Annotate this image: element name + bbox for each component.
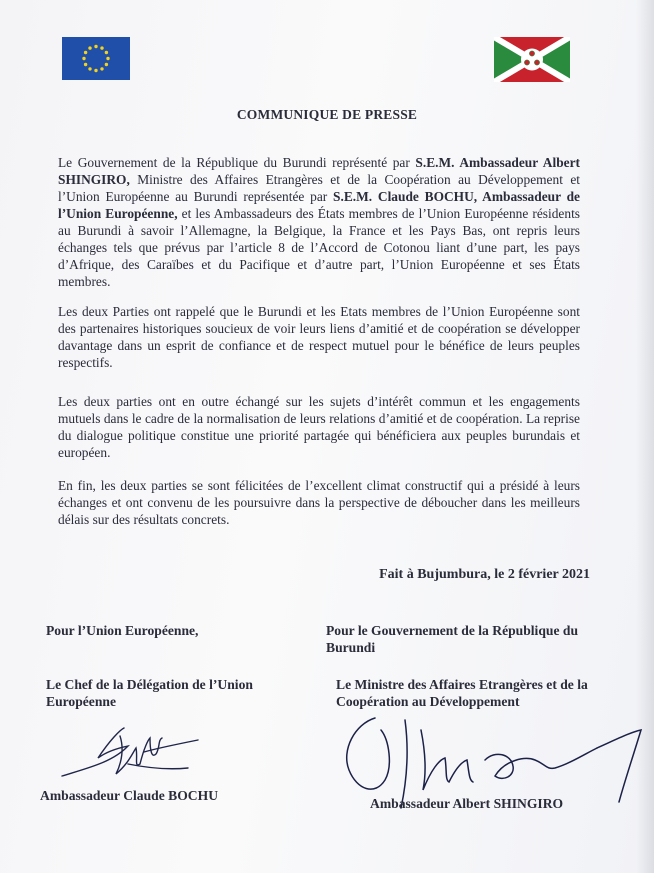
- place-date: Fait à Bujumbura, le 2 février 2021: [379, 567, 590, 582]
- paragraph-2: Les deux Parties ont rappelé que le Burundi et les Etats membres de l’Union Européenne sont des partenaires historiques soucieux de voir leurs liens d’amitié et de coopération se développer davantage dans un esprit de confiance et de respect mutuel pour le bénéfice de leurs peuples respectifs.: [58, 304, 580, 370]
- eu-star: [100, 46, 103, 49]
- burundi-star: [524, 60, 529, 65]
- eu-star: [100, 67, 103, 70]
- paragraph-1-text-a: Le Gouvernement de la République du Burundi représenté par: [58, 155, 416, 170]
- eu-star: [88, 67, 91, 70]
- burundi-star: [529, 51, 534, 56]
- burundi-signatory-role: Le Ministre des Affaires Etrangères et de la Coopération au Développement: [336, 677, 588, 709]
- paragraph-1-text-c: et les Ambassadeurs des États membres de l’Union Européenne résidents au Burundi à savoir l’Allemagne, la Belgique, la France et les Pays Bas, ont repris leurs échanges tels que prévus par l’article 8 de l’Accord de Cotonou liant d’une part, les pays d’Afrique, des Caraïbes et du Pacifique et d’autre part, l’Union Européenne et ses États membres.: [58, 206, 580, 289]
- paragraph-1-text-b: Ministre des Affaires Etrangères et de la Coopération au Développement et l’Union Européenne au Burundi représentée par: [58, 172, 580, 204]
- burundi-signatory-for: Pour le Gouvernement de la République du Burundi: [326, 623, 579, 655]
- eu-star: [82, 57, 85, 60]
- eu-signatory-name: Ambassadeur Claude BOCHU: [40, 788, 219, 803]
- eu-signatory-role: Le Chef de la Délégation de l’Union Européenne: [46, 677, 253, 709]
- eu-star: [105, 51, 108, 54]
- burundi-flag-icon: [494, 37, 570, 82]
- burundi-star: [534, 60, 539, 65]
- eu-star: [94, 45, 97, 48]
- paragraph-1-bold-a: S.E.M. Ambassadeur Albert SHINGIRO,: [58, 155, 580, 187]
- eu-star: [88, 46, 91, 49]
- paragraph-1: [58, 154, 580, 290]
- eu-handwritten-signature: [58, 718, 208, 788]
- paragraph-4: En fin, les deux parties se sont félicitées de l’excellent climat constructif qui a présidé à leurs échanges et ont convenu de les poursuivre dans la perspective de déboucher dans les meilleurs délais sur des résultats concrets.: [58, 478, 580, 527]
- paragraph-3: Les deux parties ont en outre échangé sur les sujets d’intérêt commun et les engagements mutuels dans le cadre de la normalisation de leurs relations d’amitié et de coopération. La reprise du dialogue politique constitue une priorité partagée qui bénéficiera aux peuples burundais et européen.: [58, 394, 580, 460]
- paragraph-1-bold-b: S.E.M. Claude BOCHU, Ambassadeur de l’Union Européenne,: [58, 189, 580, 221]
- eu-star: [105, 63, 108, 66]
- eu-star: [106, 57, 109, 60]
- eu-star: [84, 63, 87, 66]
- eu-star: [94, 69, 97, 72]
- eu-flag-icon: [62, 37, 130, 80]
- burundi-signatory-name: Ambassadeur Albert SHINGIRO: [370, 796, 564, 811]
- eu-signatory-for: Pour l’Union Européenne,: [46, 623, 199, 638]
- page-title: COMMUNIQUE DE PRESSE: [236, 107, 418, 122]
- eu-star: [84, 51, 87, 54]
